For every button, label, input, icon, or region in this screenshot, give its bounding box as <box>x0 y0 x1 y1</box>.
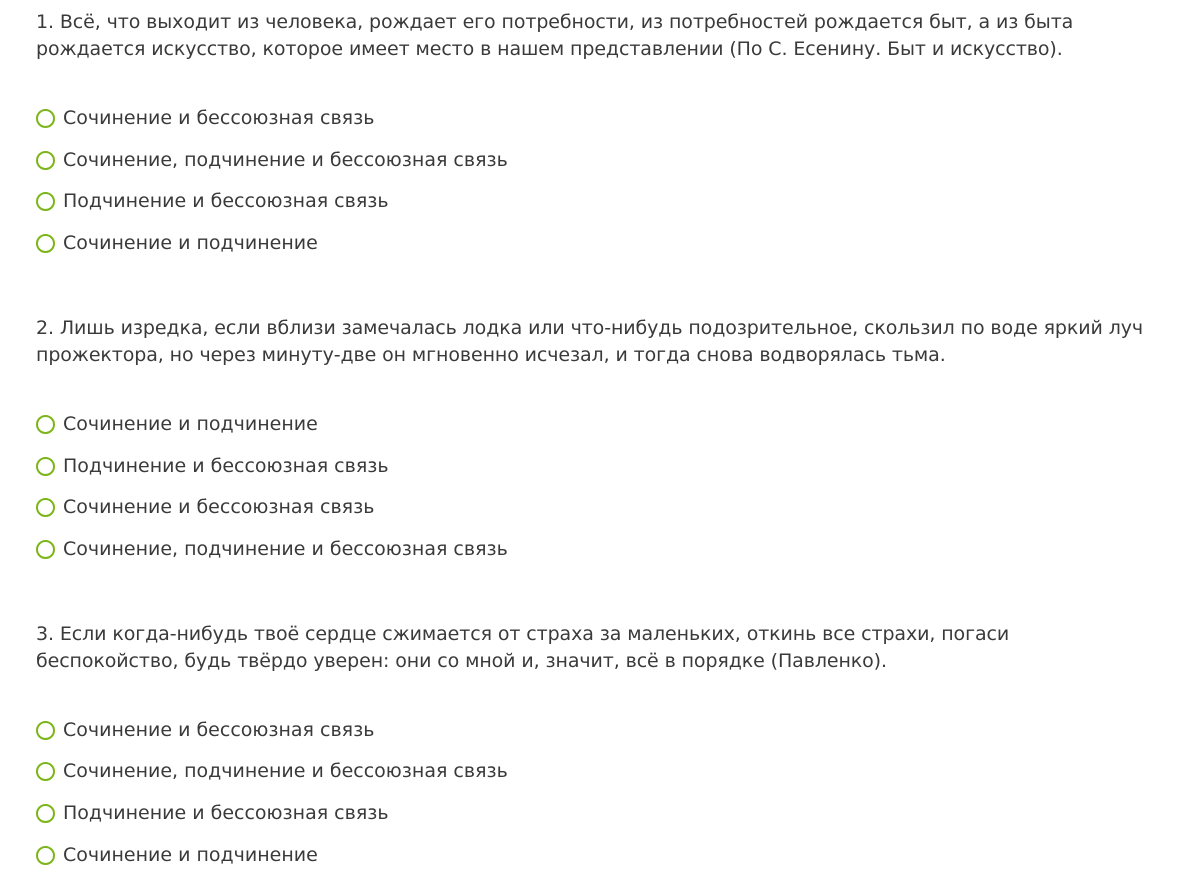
answer-option[interactable] <box>36 799 389 827</box>
question-text: 3. Если когда-нибудь твоё сердце сжимается от страха за маленьких, откинь все страхи, погаси беспокойство, будь твёрдо уверен: они со мной и, значит, всё в порядке (Павленко). <box>36 623 1010 672</box>
answer-label: Сочинение и подчинение <box>63 232 318 254</box>
radio-button[interactable] <box>36 109 55 128</box>
radio-button[interactable] <box>36 415 55 434</box>
answer-option[interactable] <box>36 493 374 521</box>
question-2 <box>36 315 1156 560</box>
answer-option[interactable] <box>36 410 318 438</box>
radio-button[interactable] <box>36 762 55 781</box>
radio-button[interactable] <box>36 540 55 559</box>
answer-label: Подчинение и бессоюзная связь <box>63 190 389 212</box>
answer-option[interactable] <box>36 229 318 257</box>
answer-label: Сочинение, подчинение и бессоюзная связь <box>63 760 508 782</box>
answer-label: Сочинение, подчинение и бессоюзная связь <box>63 149 508 171</box>
radio-button[interactable] <box>36 234 55 253</box>
answer-option[interactable] <box>36 146 508 174</box>
radio-button[interactable] <box>36 192 55 211</box>
answer-option[interactable] <box>36 841 318 869</box>
question-text: 1. Всё, что выходит из человека, рождает его потребности, из потребностей рождается быт, а из быта рождается искусство, которое имеет место в нашем представлении (По С. Есенину. Быт и искусство). <box>36 11 1074 60</box>
answer-label: Подчинение и бессоюзная связь <box>63 455 389 477</box>
radio-button[interactable] <box>36 151 55 170</box>
question-text: 2. Лишь изредка, если вблизи замечалась лодка или что-нибудь подозрительное, скользил по воде яркий луч прожектора, но через минуту-две он мгновенно исчезал, и тогда снова водворялась тьма. <box>36 317 1144 366</box>
radio-button[interactable] <box>36 804 55 823</box>
answer-label: Сочинение и бессоюзная связь <box>63 496 375 518</box>
radio-button[interactable] <box>36 846 55 865</box>
answer-option[interactable] <box>36 716 374 744</box>
question-1 <box>36 9 1156 254</box>
radio-button[interactable] <box>36 457 55 476</box>
answer-label: Сочинение и подчинение <box>63 844 318 866</box>
answer-option[interactable] <box>36 104 374 132</box>
answer-option[interactable] <box>36 187 389 215</box>
question-3 <box>36 621 1156 866</box>
answer-label: Сочинение и бессоюзная связь <box>63 107 375 129</box>
answer-label: Подчинение и бессоюзная связь <box>63 802 389 824</box>
answer-option[interactable] <box>36 535 508 563</box>
answer-option[interactable] <box>36 757 508 785</box>
answer-option[interactable] <box>36 452 389 480</box>
answer-label: Сочинение и бессоюзная связь <box>63 719 375 741</box>
answer-label: Сочинение и подчинение <box>63 413 318 435</box>
answer-label: Сочинение, подчинение и бессоюзная связь <box>63 538 508 560</box>
radio-button[interactable] <box>36 498 55 517</box>
radio-button[interactable] <box>36 721 55 740</box>
